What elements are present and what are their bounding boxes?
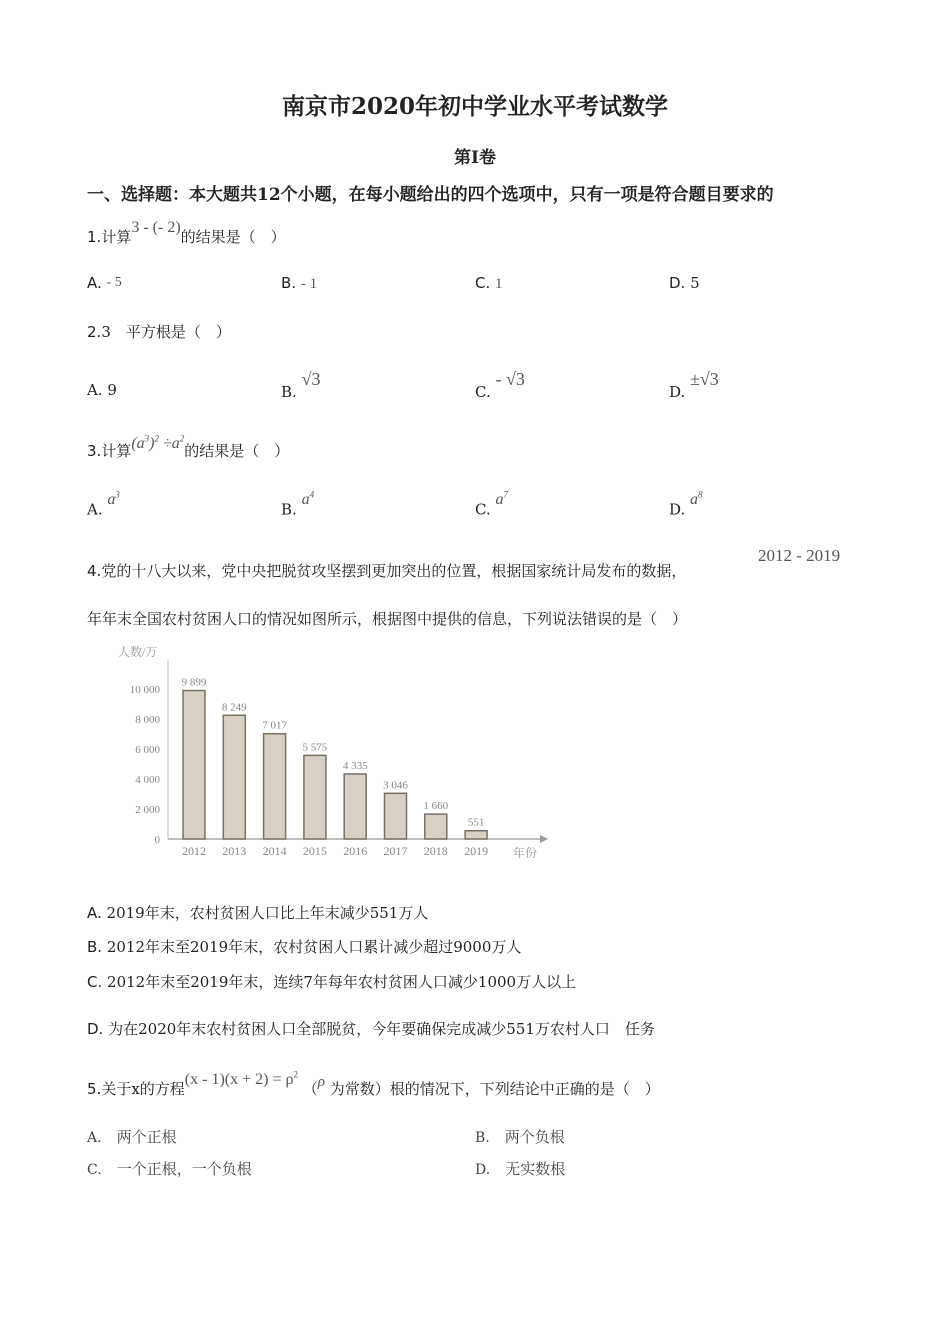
option-c[interactable] <box>87 971 576 992</box>
option-text: 2012年末至2019年末，连续7年每年农村贫困人口减少1000万人以上 <box>107 973 577 991</box>
bar-2019 <box>465 831 487 839</box>
bar-2018 <box>425 814 447 839</box>
math-var: a <box>301 491 310 509</box>
question-text: 3 平方根是（ ） <box>101 323 231 341</box>
question-text: 计算 <box>101 228 132 246</box>
option-label: A. <box>87 904 102 922</box>
volume-heading: 第Ⅰ卷 <box>454 148 496 168</box>
option-value <box>690 491 703 508</box>
question-text: 的结果是（ ） <box>184 442 290 460</box>
option-a[interactable] <box>87 381 117 399</box>
option-label: D. <box>669 274 686 292</box>
option-value <box>302 491 315 508</box>
option-d[interactable] <box>669 274 700 292</box>
question-number: 5. <box>87 1080 102 1098</box>
y-tick-label: 0 <box>154 834 160 846</box>
math-var: a <box>495 491 504 509</box>
option-text: 两个正根 <box>116 1128 177 1146</box>
math-expression: 3 - (- 2) <box>131 219 181 236</box>
option-label: B. <box>87 938 103 956</box>
math-exponent: 7 <box>503 490 508 500</box>
math-exponent: 2 <box>179 433 185 444</box>
x-axis-label: 年份 <box>513 846 538 860</box>
option-d[interactable] <box>87 1018 655 1039</box>
option-label: D. <box>475 1162 491 1178</box>
option-b[interactable] <box>281 369 321 401</box>
option-text: 2012年末至2019年末，农村贫困人口累计减少超过9000万人 <box>106 938 522 956</box>
y-tick-label: 6 000 <box>135 744 160 756</box>
option-label: C. <box>87 1162 102 1178</box>
x-tick-label: 2017 <box>383 844 408 858</box>
option-b[interactable] <box>281 490 315 519</box>
math-part: (a <box>131 435 145 452</box>
option-text: 2019年末，农村贫困人口比上年末减少551万人 <box>106 904 429 922</box>
option-c[interactable] <box>87 1158 252 1179</box>
x-axis-arrow <box>540 835 548 843</box>
option-value: ±√3 <box>690 369 719 389</box>
question-number: 1. <box>87 228 102 246</box>
y-tick-label: 10 000 <box>129 684 160 696</box>
bar-2017 <box>385 793 407 839</box>
section-heading: 一、选择题：本大题共12个小题，在每小题给出的四个选项中，只有一项是符合题目要求的 <box>87 185 774 205</box>
math-exponent: 4 <box>309 490 315 500</box>
bar-value-label: 551 <box>467 816 485 829</box>
math-exponent: 3 <box>115 490 120 500</box>
math-var: a <box>690 491 699 509</box>
option-label: D. <box>669 500 686 519</box>
bar-value-label: 8 249 <box>221 701 247 714</box>
option-label: C. <box>475 274 491 292</box>
question-number: 2. <box>87 323 102 341</box>
y-ticks <box>130 684 161 846</box>
page-title: 南京市2020年初中学业水平考试数学 <box>281 93 668 120</box>
option-value: 1 <box>495 276 503 292</box>
y-tick-label: 4 000 <box>135 774 160 786</box>
option-label: C. <box>475 383 491 401</box>
option-value: - 5 <box>106 275 122 290</box>
y-axis-label: 人数/万 <box>118 645 158 659</box>
question-5 <box>87 1069 660 1099</box>
option-label: D. <box>87 1020 104 1038</box>
question-text: （ <box>302 1080 318 1098</box>
option-label: B. <box>281 500 297 519</box>
option-label: C. <box>87 973 103 991</box>
year-range: 2012 - 2019 <box>758 546 841 565</box>
option-value <box>496 491 509 508</box>
option-label: B. <box>281 274 297 292</box>
y-tick-label: 8 000 <box>135 714 160 726</box>
math-exponent: 2 <box>154 433 159 444</box>
x-tick-label: 2014 <box>262 844 287 858</box>
option-c[interactable] <box>475 490 508 519</box>
option-text: 为在2020年末农村贫困人口全部脱贫，今年要确保完成减少551万农村人口 任务 <box>108 1020 655 1038</box>
option-b[interactable] <box>87 936 521 957</box>
option-label: A. <box>87 274 102 292</box>
option-label: A. 9 <box>87 381 117 399</box>
option-c[interactable] <box>475 274 503 293</box>
question-4 <box>87 560 686 581</box>
question-text: 计算 <box>101 442 132 460</box>
math-var: ρ <box>317 1074 325 1090</box>
x-tick-label: 2012 <box>182 844 206 858</box>
math-exponent: 8 <box>698 490 703 500</box>
question-3 <box>87 433 290 461</box>
option-a[interactable] <box>87 902 428 923</box>
option-a[interactable] <box>87 274 122 293</box>
math-part: ) <box>149 435 155 452</box>
option-label: B. <box>281 383 297 401</box>
question-text: 的结果是（ ） <box>180 228 286 246</box>
question-text: 党的十八大以来，党中央把脱贫攻坚摆到更加突出的位置，根据国家统计局发布的数据， <box>101 562 687 580</box>
math-var: a <box>107 491 116 509</box>
question-text-line2: 年年末全国农村贫困人口的情况如图所示，根据图中提供的信息，下列说法错误的是（ ） <box>87 610 688 628</box>
x-tick-label: 2013 <box>222 844 247 858</box>
bar-2014 <box>264 734 286 839</box>
option-label: D. <box>669 383 686 401</box>
option-c[interactable] <box>475 369 525 401</box>
x-tick-label: 2019 <box>464 844 489 858</box>
x-tick-label: 2015 <box>302 844 327 858</box>
question-number: 3. <box>87 442 102 460</box>
option-b[interactable] <box>475 1126 565 1147</box>
bar-chart <box>110 640 550 865</box>
option-value: - √3 <box>495 369 525 389</box>
option-a[interactable] <box>87 1126 177 1147</box>
bars <box>182 677 488 858</box>
option-d[interactable] <box>475 1158 565 1179</box>
option-text: 两个负根 <box>504 1128 565 1146</box>
question-1 <box>87 219 286 247</box>
question-number: 4. <box>87 562 102 580</box>
bar-value-label: 4 335 <box>342 759 368 772</box>
math-expression <box>185 1071 298 1088</box>
bar-2015 <box>304 755 326 839</box>
math-exponent: 2 <box>293 1069 298 1080</box>
option-b[interactable] <box>281 274 317 293</box>
math-exponent: 3 <box>144 433 150 444</box>
question-text: 关于x的方程 <box>101 1080 185 1098</box>
bar-value-label: 1 660 <box>423 800 449 813</box>
option-text: 一个正根，一个负根 <box>116 1160 252 1178</box>
x-tick-label: 2018 <box>423 844 448 858</box>
option-label: C. <box>475 500 491 519</box>
option-text: 无实数根 <box>505 1160 566 1178</box>
bar-2012 <box>183 691 205 839</box>
bar-value-label: 3 046 <box>383 779 408 792</box>
math-part: (x - 1)(x + 2) = ρ <box>184 1071 294 1088</box>
option-d[interactable] <box>669 490 703 519</box>
option-d[interactable] <box>669 369 719 401</box>
option-value <box>107 491 120 508</box>
question-text: 为常数）根的情况下，下列结论中正确的是（ ） <box>329 1080 660 1098</box>
math-expression <box>131 435 184 452</box>
option-value: - 1 <box>300 276 318 292</box>
x-tick-label: 2016 <box>343 844 368 858</box>
question-2 <box>87 321 231 342</box>
bar-value-label: 7 017 <box>262 719 287 732</box>
y-tick-label: 2 000 <box>135 804 160 816</box>
bar-value-label: 9 899 <box>181 676 207 689</box>
bar-2016 <box>344 774 366 839</box>
option-value: 5 <box>690 274 700 292</box>
bar-value-label: 5 575 <box>302 741 328 754</box>
option-label: A. <box>87 500 103 519</box>
option-a[interactable] <box>87 490 120 519</box>
option-value: √3 <box>301 369 321 389</box>
math-part: ÷a <box>162 435 180 452</box>
option-label: B. <box>475 1130 490 1146</box>
bar-2013 <box>223 715 245 839</box>
option-label: A. <box>87 1130 102 1146</box>
